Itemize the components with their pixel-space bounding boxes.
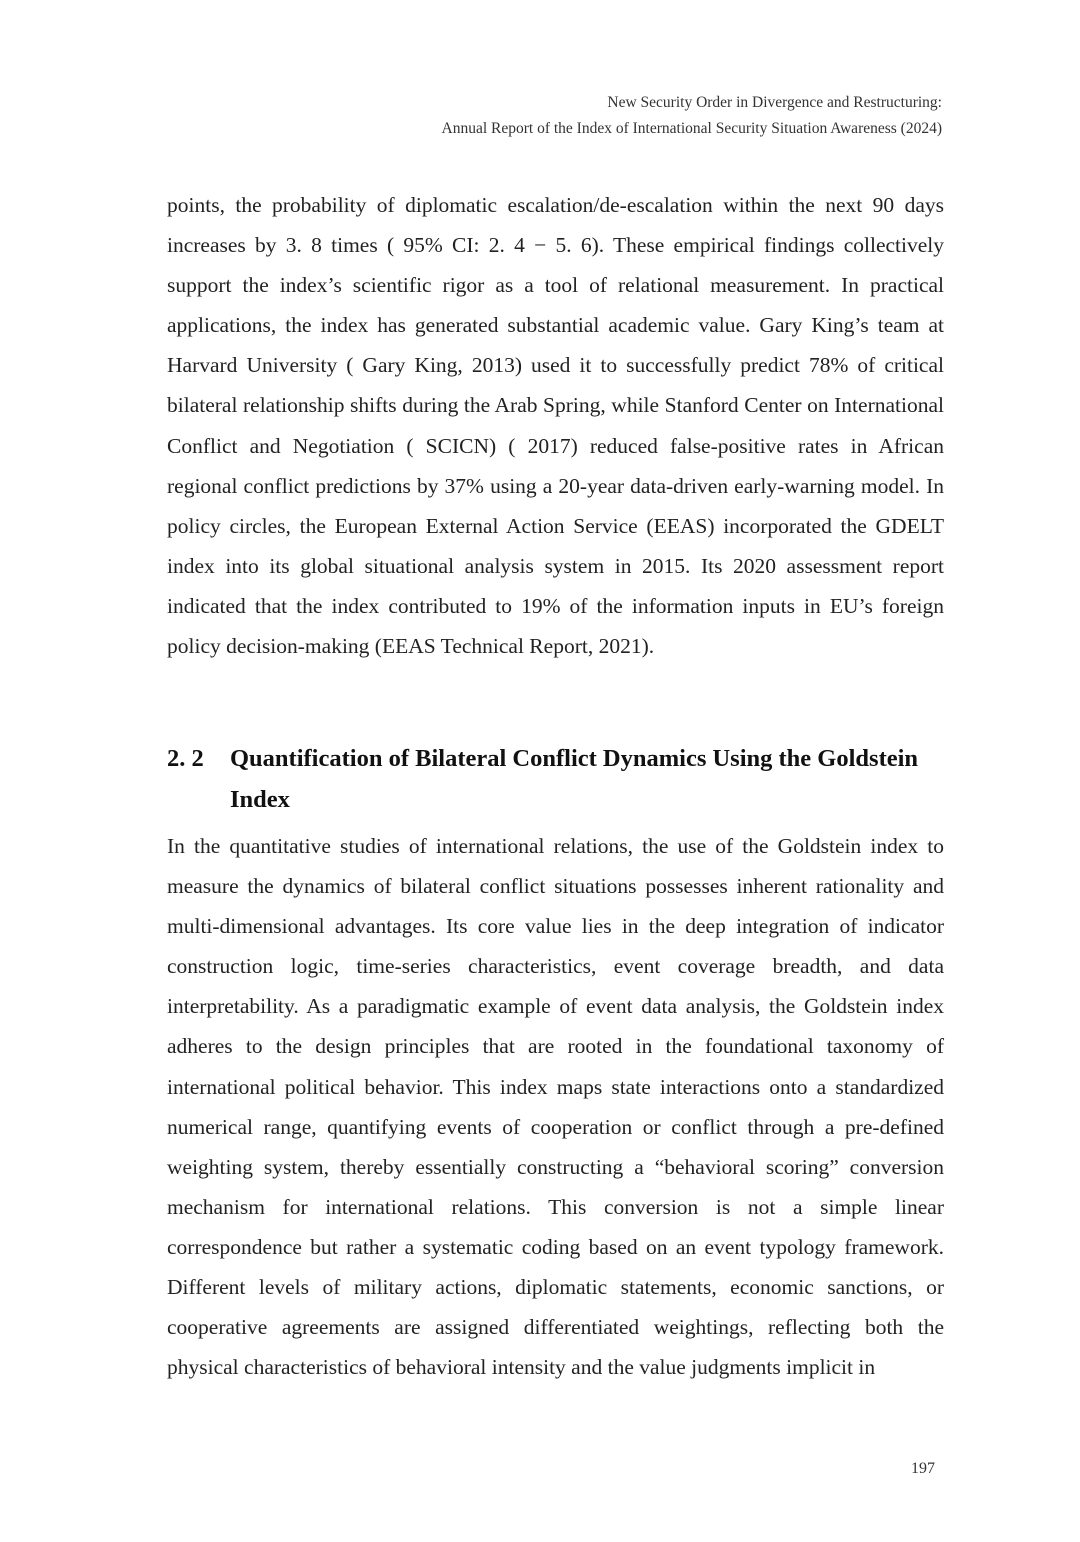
section-number: 2. 2 xyxy=(167,745,204,772)
page-number: 197 xyxy=(911,1460,935,1477)
running-header-line-2: Annual Report of the Index of International Security Situation Awareness (2024) xyxy=(441,120,942,137)
running-header-line-1: New Security Order in Divergence and Restructuring: xyxy=(607,94,942,111)
body-paragraph-2: In the quantitative studies of international relations, the use of the Goldstein index to measure the dynamics of bilateral conflict situations possesses inherent rationality and multi-dimensional advantages. Its core value lies in the deep integration of indicator construction logic, time-series characteristics, event coverage breadth, and data interpretability. As a paradigmatic example of event data analysis, the Goldstein index adheres to the design principles that are rooted in the foundational taxonomy of international political behavior. This index maps state interactions onto a standardized numerical range, quantifying events of cooperation or conflict through a pre-defined weighting system, thereby essentially constructing a “behavioral scoring” conversion mechanism for international relations. This conversion is not a simple linear correspondence but rather a systematic coding based on an event typology framework. Different levels of military actions, diplomatic statements, economic sanctions, or cooperative agreements are assigned differentiated weightings, reflecting both the physical characteristics of behavioral intensity and the value judgments implicit in xyxy=(167,834,944,1380)
running-header xyxy=(442,90,942,142)
body-paragraph-1: points, the probability of diplomatic escalation/de-escalation within the next 90 days increases by 3. 8 times ( 95% CI: 2. 4 − 5. 6). These empirical findings collectively support the index’s scientific rigor as a tool of relational measurement. In practical applications, the index has generated substantial academic value. Gary King’s team at Harvard University ( Gary King, 2013) used it to successfully predict 78% of critical bilateral relationship shifts during the Arab Spring, while Stanford Center on International Conflict and Negotiation ( SCICN) ( 2017) reduced false-positive rates in African regional conflict predictions by 37% using a 20-year data-driven early-warning model. In policy circles, the European External Action Service (EEAS) incorporated the GDELT index into its global situational analysis system in 2015. Its 2020 assessment report indicated that the index contributed to 19% of the information inputs in EU’s foreign policy decision-making (EEAS Technical Report, 2021). xyxy=(167,193,944,659)
section-title: Quantification of Bilateral Conflict Dynamics Using the Goldstein Index xyxy=(230,745,919,813)
section-heading xyxy=(167,738,944,820)
